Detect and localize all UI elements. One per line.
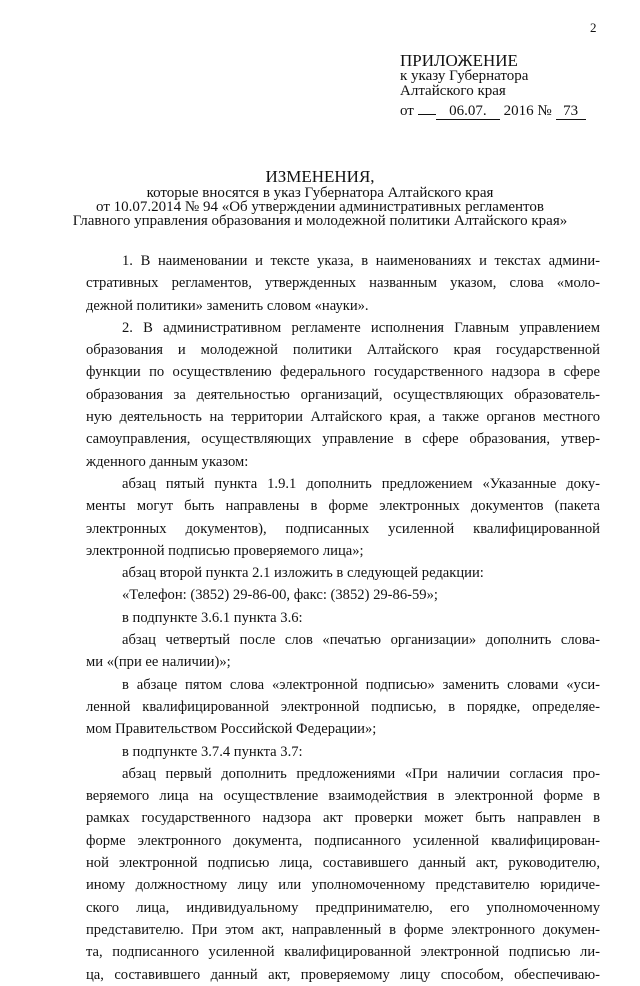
body-line: в абзаце пятом слова «электронной подписью» заменить словами «уси-: [122, 676, 600, 693]
body-line: функции по осуществлению федерального государственного надзора в сфере: [86, 364, 600, 381]
appendix-date: 06.07.: [436, 104, 500, 120]
heading-line-2: от 10.07.2014 № 94 «Об утверждении административных регламентов: [96, 199, 544, 215]
body-line: ленной квалифицированной электронной подписью, в порядке, определяе-: [86, 698, 600, 715]
body-line: абзац четвертый после слов «печатью организации» дополнить слова-: [122, 632, 600, 649]
body-line: абзац второй пункта 2.1 изложить в следующей редакции:: [122, 565, 484, 582]
body-line: ную деятельность на территории Алтайского края, а также органов местного: [86, 409, 600, 426]
body-line: ной электронной подписью лица, составившего данный акт, руководителю,: [86, 855, 600, 872]
body-line: веряемого лица на осуществление взаимодействия в электронной форме в: [86, 788, 600, 805]
body-line: та, подписанного усиленной квалифицированной электронной подписью ли-: [86, 944, 600, 961]
body-line: самоуправления, осуществляющих управление в сфере образования, утвер-: [86, 431, 600, 448]
body-line: в подпункте 3.6.1 пункта 3.6:: [122, 609, 303, 626]
date-underline-blank: [418, 99, 436, 115]
appendix-date-line: [400, 99, 586, 120]
body-line: электронных документов), подписанных усиленной квалифицированной: [86, 520, 600, 537]
body-line: мом Правительством Российской Федерации»;: [86, 721, 377, 738]
body-line: в подпункте 3.7.4 пункта 3.7:: [122, 743, 303, 760]
heading-title: ИЗМЕНЕНИЯ,: [265, 167, 375, 186]
heading-line-3: Главного управления образования и молодежной политики Алтайского края»: [72, 213, 568, 229]
body-line: иному должностному лицу или уполномоченному представителю юридиче-: [86, 877, 600, 894]
body-line: ца, составившего данный акт, проверяемому лицу способом, обеспечиваю-: [86, 966, 600, 983]
document-heading: [60, 168, 580, 228]
body-line: образования и молодежной политики Алтайского края государственной: [86, 342, 600, 359]
body-line: ми «(при ее наличии)»;: [86, 654, 231, 671]
body-line: «Телефон: (3852) 29-86-00, факс: (3852) 29-86-59»;: [122, 587, 438, 604]
heading-line-1: которые вносятся в указ Губернатора Алтайского края: [146, 185, 494, 201]
body-line: 2. В административном регламенте исполнения Главным управлением: [122, 319, 600, 336]
document-body: [86, 250, 600, 986]
body-line: рамках государственного надзора акт проверки может быть направлен в: [86, 810, 600, 827]
page-number: 2: [590, 20, 597, 35]
body-line: форме электронного документа, подписанного усиленной квалифицирован-: [86, 832, 600, 849]
body-line: представителю. При этом акт, направленный в форме электронного докумен-: [86, 921, 600, 938]
body-line: абзац пятый пункта 1.9.1 дополнить предложением «Указанные доку-: [122, 475, 600, 492]
body-line: электронной подписью проверяемого лица»;: [86, 542, 364, 559]
appendix-title: ПРИЛОЖЕНИЕ: [400, 51, 518, 70]
body-line: ского лица, индивидуальному предпринимателю, его уполномоченному: [86, 899, 600, 916]
body-line: образования за деятельностью организаций, осуществляющих образователь-: [86, 386, 600, 403]
body-line: менты могут быть направлены в форме электронных документов (пакета: [86, 498, 600, 515]
appendix-number: 73: [556, 104, 586, 120]
body-line: стративных регламентов, утвержденных названным указом, слова «моло-: [86, 275, 600, 292]
appendix-prefix: от: [400, 103, 414, 119]
body-line: дежной политики» заменить словом «науки».: [86, 297, 369, 314]
body-line: жденного данным указом:: [86, 453, 249, 470]
appendix-block: [400, 52, 586, 120]
body-line: 1. В наименовании и тексте указа, в наименованиях и текстах админи-: [122, 253, 600, 269]
body-line: абзац первый дополнить предложениями «При наличии согласия про-: [122, 765, 600, 782]
appendix-line-1: к указу Губернатора: [400, 68, 529, 84]
appendix-year: 2016 №: [503, 103, 552, 119]
appendix-line-2: Алтайского края: [400, 83, 506, 99]
